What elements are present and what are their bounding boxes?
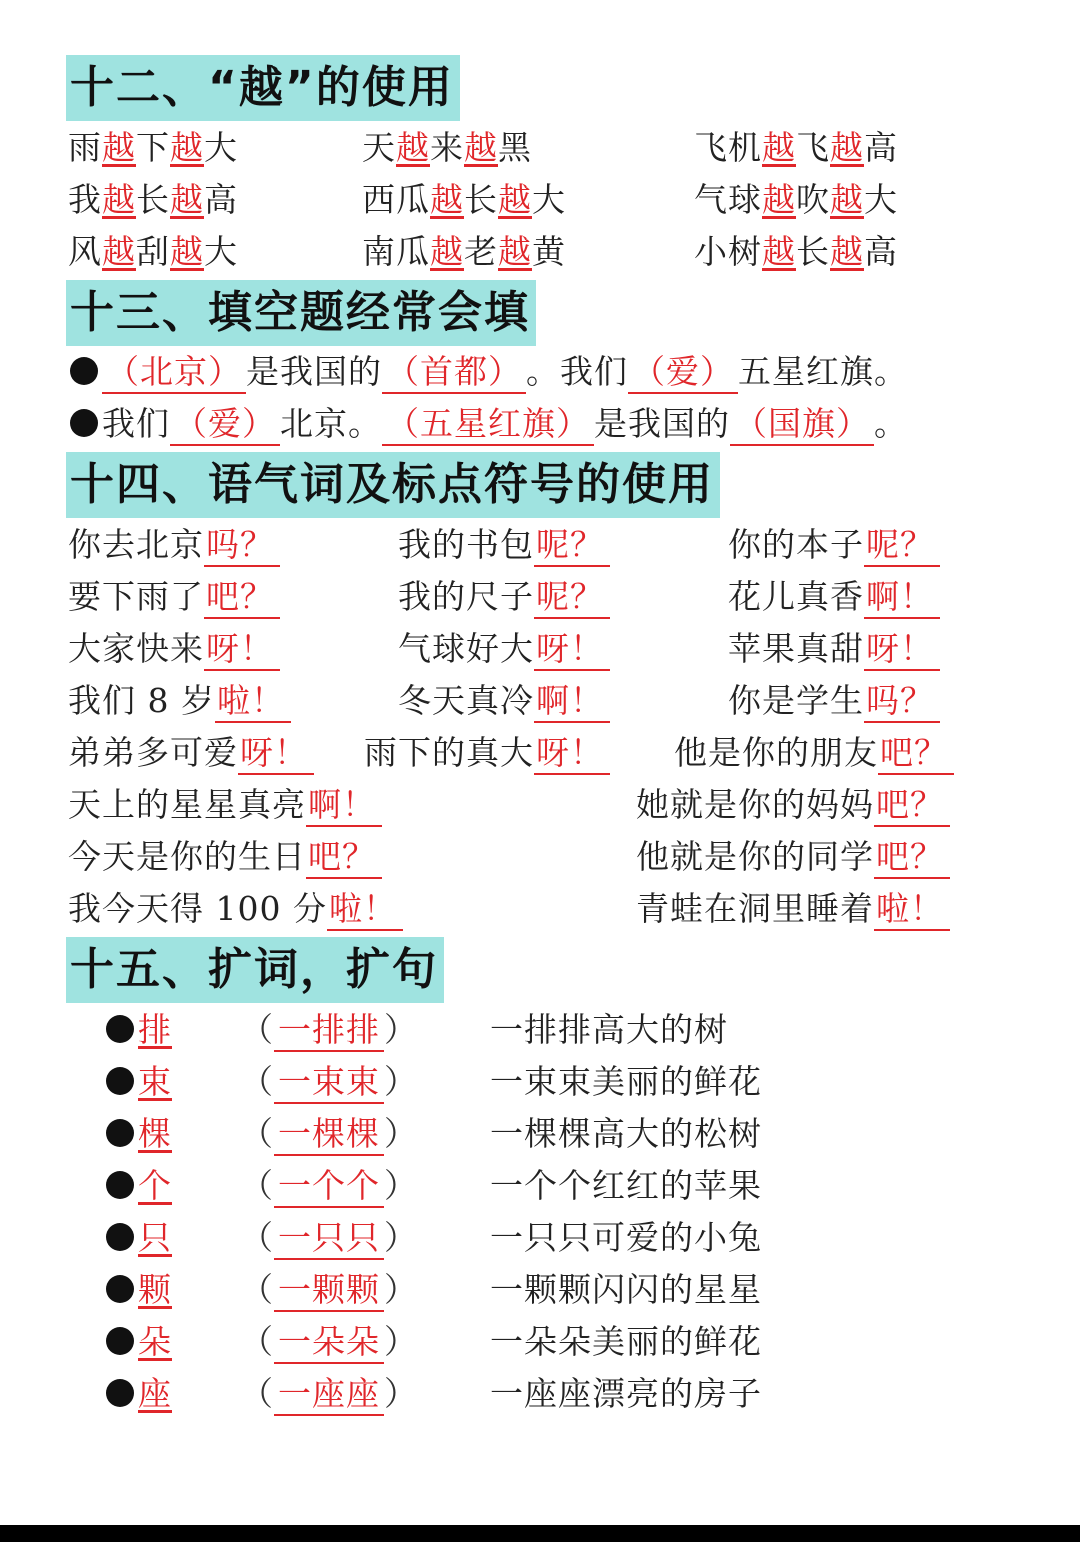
expand-phrase: 一座座漂亮的房子 <box>490 1374 762 1413</box>
yue-phrase: 小树越长越高 <box>694 232 898 271</box>
yue-phrase: 气球越吹越大 <box>694 180 898 219</box>
particle-sentence: 青蛙在洞里睡着啦！ <box>636 886 950 932</box>
bullet-icon <box>106 1067 134 1095</box>
bullet-icon <box>106 1119 134 1147</box>
particle-sentence: 天上的星星真亮啊！ <box>68 782 382 828</box>
bullet-icon <box>106 1223 134 1251</box>
particle-sentence: 弟弟多可爱呀！ <box>68 730 314 776</box>
bullet-icon <box>106 1327 134 1355</box>
expand-item: 束 <box>106 1059 172 1105</box>
particle-sentence: 我们 8 岁啦！ <box>68 678 291 724</box>
yue-phrase: 风越刮越大 <box>68 232 238 271</box>
expand-item: 颗 <box>106 1267 172 1313</box>
bullet-icon <box>70 357 98 385</box>
particle-sentence: 他就是你的同学吧？ <box>636 834 950 880</box>
expand-item: 座 <box>106 1371 172 1417</box>
section-12-title: 十二、“越”的使用 <box>66 55 460 121</box>
fill-blank-sentence: （北京） 是我国的 （首都） 。我们 （爱） 五星红旗。 <box>70 349 908 395</box>
expand-phrase: 一朵朵美丽的鲜花 <box>490 1322 762 1361</box>
particle-sentence: 我的书包呢？ <box>398 522 610 568</box>
particle-sentence: 气球好大呀！ <box>398 626 610 672</box>
particle-sentence: 苹果真甜呀！ <box>728 626 940 672</box>
expand-phrase: 一束束美丽的鲜花 <box>490 1062 762 1101</box>
yue-phrase: 雨越下越大 <box>68 128 238 167</box>
expand-item: 个 <box>106 1163 172 1209</box>
particle-sentence: 她就是你的妈妈吧？ <box>636 782 950 828</box>
bullet-icon <box>70 409 98 437</box>
particle-sentence: 冬天真冷啊！ <box>398 678 610 724</box>
expand-item: 棵 <box>106 1111 172 1157</box>
yue-phrase: 南瓜越老越黄 <box>362 232 566 271</box>
bullet-icon <box>106 1015 134 1043</box>
particle-sentence: 花儿真香啊！ <box>728 574 940 620</box>
expand-word: （ 一朵朵 ） <box>240 1319 418 1365</box>
yue-phrase: 西瓜越长越大 <box>362 180 566 219</box>
section-15-title: 十五、扩词，扩句 <box>66 937 444 1003</box>
expand-item: 排 <box>106 1007 172 1053</box>
bullet-icon <box>106 1379 134 1407</box>
expand-word: （ 一棵棵 ） <box>240 1111 418 1157</box>
expand-word: （ 一排排 ） <box>240 1007 418 1053</box>
expand-word: （ 一束束 ） <box>240 1059 418 1105</box>
yue-phrase: 天越来越黑 <box>362 128 532 167</box>
particle-sentence: 雨下的真大呀！ <box>364 730 610 776</box>
particle-sentence: 你是学生吗？ <box>728 678 940 724</box>
expand-phrase: 一棵棵高大的松树 <box>490 1114 762 1153</box>
particle-sentence: 你去北京吗？ <box>68 522 280 568</box>
expand-phrase: 一只只可爱的小兔 <box>490 1218 762 1257</box>
particle-sentence: 要下雨了吧？ <box>68 574 280 620</box>
yue-phrase: 我越长越高 <box>68 180 238 219</box>
particle-sentence: 他是你的朋友吧？ <box>674 730 954 776</box>
expand-word: （ 一座座 ） <box>240 1371 418 1417</box>
expand-phrase: 一排排高大的树 <box>490 1010 728 1049</box>
fill-blank-sentence: 我们 （爱） 北京。 （五星红旗） 是我国的 （国旗） 。 <box>70 401 908 447</box>
bullet-icon <box>106 1275 134 1303</box>
particle-sentence: 大家快来呀！ <box>68 626 280 672</box>
particle-sentence: 我的尺子呢？ <box>398 574 610 620</box>
expand-phrase: 一个个红红的苹果 <box>490 1166 762 1205</box>
expand-word: （ 一颗颗 ） <box>240 1267 418 1313</box>
section-14-title: 十四、语气词及标点符号的使用 <box>66 452 720 518</box>
bullet-icon <box>106 1171 134 1199</box>
section-13-title: 十三、填空题经常会填 <box>66 280 536 346</box>
bottom-black-band <box>0 1525 1080 1542</box>
particle-sentence: 你的本子呢？ <box>728 522 940 568</box>
particle-sentence: 今天是你的生日吧？ <box>68 834 382 880</box>
expand-word: （ 一个个 ） <box>240 1163 418 1209</box>
expand-word: （ 一只只 ） <box>240 1215 418 1261</box>
expand-item: 朵 <box>106 1319 172 1365</box>
particle-sentence: 我今天得 100 分啦！ <box>68 886 403 932</box>
expand-item: 只 <box>106 1215 172 1261</box>
expand-phrase: 一颗颗闪闪的星星 <box>490 1270 762 1309</box>
yue-phrase: 飞机越飞越高 <box>694 128 898 167</box>
